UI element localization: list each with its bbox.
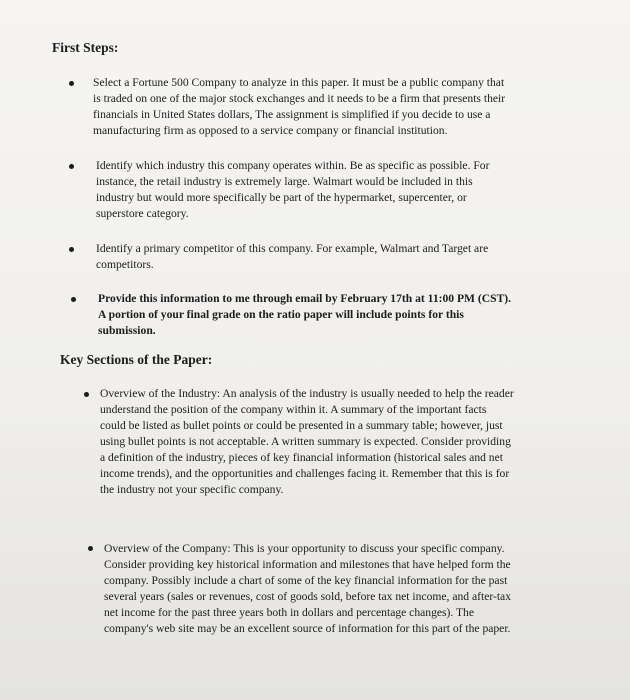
text-line: income trends), and the opportunities and challenges facing it. Remember that this is for — [100, 467, 510, 480]
text-line: the industry not your specific company. — [100, 483, 284, 496]
text-line: is traded on one of the major stock exchanges and it needs to be a firm that presents their — [93, 92, 506, 105]
text-line: company's web site may be an excellent source of information for this part of the paper. — [104, 622, 511, 635]
text-line: net income for the past three years both in dollars and percentage changes). The — [104, 606, 474, 619]
text-line: instance, the retail industry is extremely large. Walmart would be included in this — [96, 175, 473, 188]
text-line: financials in United States dollars, The assignment is simplified if you decide to use a — [93, 108, 491, 121]
text-line: could be listed as bullet points or could be presented in a summary table; however, just — [100, 419, 503, 432]
key-sections-item-company — [104, 541, 604, 637]
first-steps-item-2 — [96, 158, 596, 222]
first-steps-heading: First Steps: — [52, 40, 119, 55]
text-line: industry but would more specifically be part of the hypermarket, supercenter, or — [96, 191, 467, 204]
text-line: manufacturing firm as opposed to a service company or financial institution. — [93, 124, 448, 137]
text-line: submission. — [98, 324, 156, 337]
text-line: Select a Fortune 500 Company to analyze in this paper. It must be a public company that — [93, 76, 505, 89]
key-sections-heading: Key Sections of the Paper: — [60, 352, 213, 367]
text-line: understand the position of the company within it. A summary of the important facts — [100, 403, 487, 416]
bullet-dot — [69, 247, 74, 252]
text-line: Overview of the Industry: An analysis of the industry is usually needed to help the reader — [100, 387, 514, 400]
bullet-dot — [69, 164, 74, 169]
text-line: Overview of the Company: This is your opportunity to discuss your specific company. — [104, 542, 505, 555]
text-line: Identify a primary competitor of this company. For example, Walmart and Target are — [96, 242, 489, 255]
text-line: several years (sales or revenues, cost of goods sold, before tax net income, and after-tax — [104, 590, 512, 603]
text-line: superstore category. — [96, 207, 189, 220]
text-line: using bullet points is not acceptable. A written summary is expected. Consider providing — [100, 435, 511, 448]
first-steps-item-4 — [98, 291, 598, 339]
text-line: A portion of your final grade on the ratio paper will include points for this — [98, 308, 464, 321]
text-line: Provide this information to me through email by February 17th at 11:00 PM (CST). — [98, 292, 512, 305]
text-line: Consider providing key historical information and milestones that have helped form the — [104, 558, 511, 571]
first-steps-item-1 — [93, 75, 593, 139]
text-line: company. Possibly include a chart of some of the key financial information for the past — [104, 574, 508, 587]
text-line: a definition of the industry, pieces of key financial information (historical sales and net — [100, 451, 503, 464]
text-line: competitors. — [96, 258, 154, 271]
bullet-dot — [88, 546, 93, 551]
key-sections-item-industry — [100, 386, 600, 498]
bullet-dot — [71, 297, 76, 302]
text-line: Identify which industry this company operates within. Be as specific as possible. For — [96, 159, 490, 172]
bullet-dot — [69, 81, 74, 86]
bullet-dot — [84, 392, 89, 397]
first-steps-item-3 — [96, 241, 596, 273]
